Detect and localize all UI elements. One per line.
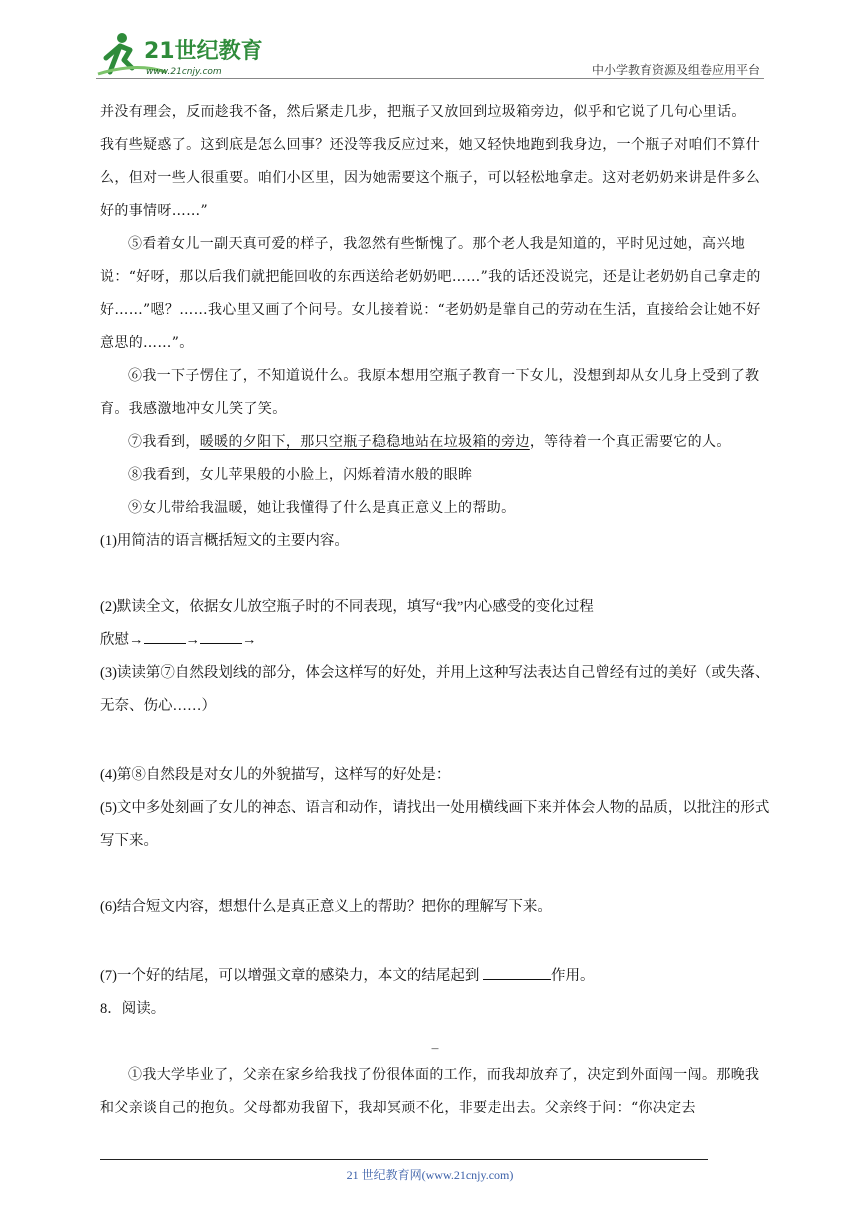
q2-start: 欣慰→	[100, 632, 144, 648]
answer-space-1[interactable]	[100, 558, 770, 591]
logo-url: www.21cnjy.com	[146, 67, 222, 77]
p7-tail: ，等待着一个真正需要它的人。	[529, 434, 731, 450]
answer-space-3[interactable]	[100, 723, 770, 759]
passage-p6: ⑥我一下子愣住了，不知道说什么。我原本想用空瓶子教育一下女儿，没想到却从女儿身上受到了教育。我感激地冲女儿笑了笑。	[100, 368, 760, 417]
platform-name: 中小学教育资源及组卷应用平台	[591, 63, 760, 77]
question-3: (3)读读第⑦自然段划线的部分，体会这样写的好处，并用上这种写法表达自己曾经有过的美好（或失落、无奈、伤心……）	[100, 665, 770, 714]
answer-blank[interactable]	[483, 965, 551, 980]
passage-p8: ⑧我看到，女儿苹果般的小脸上，闪烁着清水般的眼眸	[128, 467, 473, 483]
page-header	[96, 28, 764, 80]
question-2-blanks	[100, 624, 770, 657]
answer-space-5[interactable]	[100, 858, 770, 891]
question-4: (4)第⑧自然段是对女儿的外貌描写，这样写的好处是：	[100, 767, 451, 783]
question-6: (6)结合短文内容，想想什么是真正意义上的帮助？把你的理解写下来。	[100, 899, 552, 915]
answer-space-6[interactable]	[100, 924, 770, 960]
q2-arrow: →	[185, 632, 200, 648]
question-8-label: 8．阅读。	[100, 1001, 166, 1017]
answer-blank[interactable]	[144, 629, 186, 644]
passage-p4-line1: 并没有理会，反而趁我不备，然后紧走几步，把瓶子又放回到垃圾箱旁边，似乎和它说了几句心里话。	[100, 104, 746, 120]
passage-p7	[100, 426, 770, 459]
answer-blank[interactable]	[200, 629, 242, 644]
passage-title-placeholder: _	[431, 1034, 439, 1050]
header-divider	[96, 78, 764, 79]
p7-underlined-sentence: 暖暖的夕阳下，那只空瓶子稳稳地站在垃圾箱的旁边	[199, 434, 530, 450]
site-logo	[96, 28, 266, 80]
footer-divider	[100, 1159, 708, 1160]
question-2: (2)默读全文，依据女儿放空瓶子时的不同表现，填写“我”内心感受的变化过程	[100, 599, 594, 615]
question-1: (1)用简洁的语言概括短文的主要内容。	[100, 533, 349, 549]
q2-end: →	[242, 632, 257, 648]
passage-p4-continued: 我有些疑惑了。这到底是怎么回事？还没等我反应过来，她又轻快地跑到我身边，一个瓶子对咱们不算什么，但对一些人很重要。咱们小区里，因为她需要这个瓶子，可以轻松地拿走。这对老奶奶来讲是件多么好的事情呀……”	[100, 137, 761, 219]
footer-text[interactable]: 21 世纪教育网(www.21cnjy.com)	[346, 1168, 514, 1182]
passage-p9: ⑨女儿带给我温暖，她让我懂得了什么是真正意义上的帮助。	[128, 500, 516, 516]
p7-lead: ⑦我看到，	[128, 434, 200, 450]
q8-passage-p1: ①我大学毕业了，父亲在家乡给我找了份很体面的工作，而我却放弃了，决定到外面闯一闯。那晚我和父亲谈自己的抱负。父母都劝我留下，我却冥顽不化，非要走出去。父亲终于问：“你决定去	[100, 1067, 760, 1116]
question-5: (5)文中多处刻画了女儿的神态、语言和动作，请找出一处用横线画下来并体会人物的品质，以批注的形式写下来。	[100, 800, 770, 849]
logo-text: 21世纪教育	[144, 39, 263, 64]
q7-tail: 作用。	[551, 968, 595, 984]
passage-p5: ⑤看着女儿一副天真可爱的样子，我忽然有些惭愧了。那个老人我是知道的，平时见过她，高兴地说：“好呀，那以后我们就把能回收的东西送给老奶奶吧……”我的话还没说完，还是让老奶奶自己拿走的好……”嗯？……我心里又画了个问号。女儿接着说：“老奶奶是靠自己的劳动在生活，直接给会让她不好意思的……”。	[100, 236, 761, 351]
document-body	[100, 96, 770, 1125]
q7-lead: (7)一个好的结尾，可以增强文章的感染力，本文的结尾起到	[100, 968, 484, 984]
question-7	[100, 960, 770, 993]
